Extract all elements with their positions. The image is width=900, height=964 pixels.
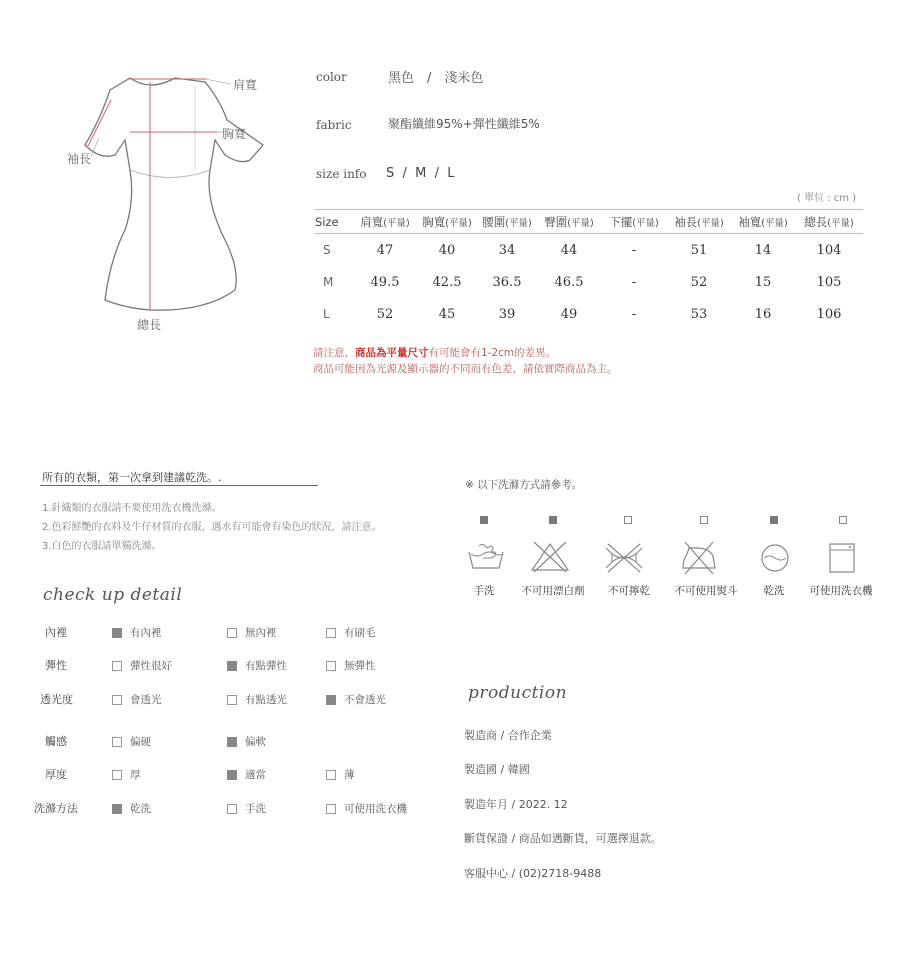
dress-outline-icon <box>55 60 285 340</box>
check-option-label: 有點透光 <box>245 694 287 706</box>
check-option[interactable] <box>112 767 141 782</box>
check-option-label: 無彈性 <box>344 660 376 672</box>
size-table-header-cell <box>667 210 731 234</box>
header-name: 腰圍 <box>482 214 506 229</box>
check-option[interactable] <box>326 801 407 816</box>
fabric-label: fabric <box>316 118 352 132</box>
size-table-cell: - <box>631 274 637 290</box>
size-table-cell: 34 <box>498 242 516 258</box>
fabric-value: 聚酯纖維95%+彈性纖維5% <box>388 117 540 131</box>
size-table-cell: M <box>323 275 334 289</box>
care-label: 不可使用熨斗 <box>674 585 738 597</box>
wash-list <box>42 499 382 556</box>
size-table-wrap <box>315 209 863 330</box>
diagram-length-label: 總長 <box>137 318 162 332</box>
note-suffix: 有可能會有1-2cm的差異。 <box>428 347 557 359</box>
check-option[interactable] <box>227 658 287 673</box>
size-table-row <box>315 234 863 267</box>
header-unit: (平量) <box>383 217 410 229</box>
check-option-label: 不會透光 <box>344 694 386 706</box>
size-table-cell: 52 <box>376 306 394 322</box>
size-table-cell: - <box>631 306 637 322</box>
header-unit: (平量) <box>567 217 594 229</box>
header-unit: (平量) <box>697 217 724 229</box>
size-table-cell: 40 <box>438 242 456 258</box>
size-note-line1 <box>313 345 618 361</box>
check-option[interactable] <box>112 692 162 707</box>
care-indicator <box>480 516 488 524</box>
size-table-cell: 39 <box>498 306 516 322</box>
check-option-label: 偏軟 <box>245 736 266 748</box>
check-row-label: 透光度 <box>40 693 73 706</box>
size-table-cell: 105 <box>816 274 842 290</box>
care-indicator <box>770 516 778 524</box>
production-line: 客服中心 / (02)2718-9488 <box>464 867 602 880</box>
header-name: 胸寬 <box>422 214 446 229</box>
size-table-header-cell <box>417 210 477 234</box>
check-row-label: 彈性 <box>45 659 67 672</box>
size-table-header-cell <box>315 210 353 234</box>
no-wring-icon <box>604 540 644 580</box>
check-option-label: 會透光 <box>130 694 162 706</box>
header-name: 臀圍 <box>544 214 568 229</box>
check-option[interactable] <box>326 692 386 707</box>
production-line: 製造商 / 合作企業 <box>464 729 552 742</box>
wash-item: 2.色彩鮮艷的衣料及牛仔材質的衣服，遇水有可能會有染色的狀況，請注意。 <box>42 522 382 533</box>
production-line: 製造國 / 韓國 <box>464 763 530 776</box>
size-table-header-cell <box>353 210 417 234</box>
header-name: 肩寬 <box>360 214 384 229</box>
header-name: 袖長 <box>674 214 698 229</box>
care-indicator <box>549 516 557 524</box>
unit-note: ( 單位 : cm ) <box>797 193 857 204</box>
size-table-cell: 49 <box>560 306 578 322</box>
machine-wash-icon <box>822 540 862 580</box>
check-option[interactable] <box>227 692 287 707</box>
header-name: 下擺 <box>609 214 633 229</box>
size-table-cell: 42.5 <box>432 274 462 290</box>
care-label: 手洗 <box>473 585 495 597</box>
diagram-sleeve-label: 袖長 <box>67 152 92 166</box>
header-unit: (平量) <box>827 217 854 229</box>
checkbox[interactable] <box>326 661 336 671</box>
size-table-cell: 47 <box>376 242 394 258</box>
size-table-cell: L <box>323 307 330 321</box>
checkbox[interactable] <box>112 695 122 705</box>
size-table-header-cell <box>601 210 667 234</box>
size-table-cell: 52 <box>690 274 708 290</box>
size-table-header-cell <box>731 210 795 234</box>
check-option[interactable] <box>326 767 355 782</box>
check-row-label: 洗滌方法 <box>34 802 78 815</box>
checkbox[interactable] <box>112 737 122 747</box>
size-table-cell: - <box>631 242 637 258</box>
diagram-chest-label: 胸寬 <box>222 127 247 141</box>
hand-wash-icon <box>465 540 505 580</box>
dry-clean-icon <box>755 540 795 580</box>
size-note-line2: 商品可能因為光源及顯示器的不同而有色差，請依實際商品為主。 <box>313 363 618 375</box>
check-option-label: 無內裡 <box>245 627 277 639</box>
size-table-row <box>315 298 863 330</box>
check-option[interactable] <box>326 625 376 640</box>
checkbox[interactable] <box>227 804 237 814</box>
production-line: 製造年月 / 2022. 12 <box>464 798 568 811</box>
size-table-cell: 44 <box>560 242 578 258</box>
header-unit: (平量) <box>505 217 532 229</box>
check-option-label: 乾洗 <box>130 803 151 815</box>
check-option-label: 有內裡 <box>130 627 162 639</box>
check-option-label: 適當 <box>245 769 266 781</box>
check-row-label: 內裡 <box>45 626 67 639</box>
check-option-label: 薄 <box>344 769 355 781</box>
check-option[interactable] <box>227 767 266 782</box>
size-table-cell: 106 <box>816 306 842 322</box>
checkbox[interactable] <box>112 628 122 638</box>
check-row-label: 觸感 <box>45 735 67 748</box>
size-table-header-cell <box>795 210 863 234</box>
wash-item: 3.白色的衣服請單獨洗滌。 <box>42 541 162 552</box>
size-table-cell: 16 <box>754 306 772 322</box>
size-table-row <box>315 266 863 298</box>
size-table-cell: 51 <box>690 242 708 258</box>
size-table-header-cell <box>477 210 537 234</box>
size-table-cell: 49.5 <box>370 274 400 290</box>
color-label: color <box>316 70 347 84</box>
no-bleach-icon <box>530 540 570 580</box>
check-option[interactable] <box>112 625 162 640</box>
checkbox[interactable] <box>112 770 122 780</box>
check-option[interactable] <box>227 625 277 640</box>
sizeinfo-label: size info <box>316 167 367 181</box>
check-option[interactable] <box>227 734 266 749</box>
checkbox[interactable] <box>326 628 336 638</box>
size-table-cell: 46.5 <box>554 274 584 290</box>
check-option-label: 手洗 <box>245 803 266 815</box>
care-indicator <box>624 516 632 524</box>
checkbox[interactable] <box>227 695 237 705</box>
note-prefix: 請注意， <box>313 347 355 359</box>
production-title: production <box>468 683 568 703</box>
size-table-cell: 53 <box>690 306 708 322</box>
size-table-cell: 15 <box>754 274 772 290</box>
size-table-cell: 104 <box>816 242 842 258</box>
size-table-cell: 36.5 <box>492 274 522 290</box>
checkbox[interactable] <box>227 628 237 638</box>
care-label: 可使用洗衣機 <box>809 585 873 597</box>
care-indicator <box>839 516 847 524</box>
check-option[interactable] <box>112 658 172 673</box>
size-table <box>315 209 863 330</box>
check-option-label: 有點彈性 <box>245 660 287 672</box>
care-indicator <box>700 516 708 524</box>
header-unit: (平量) <box>445 217 472 229</box>
header-name: 總長 <box>804 214 828 229</box>
check-option-label: 厚 <box>130 769 141 781</box>
check-row-label: 厚度 <box>45 768 67 781</box>
size-note <box>313 345 618 377</box>
checkbox[interactable] <box>227 661 237 671</box>
production-line: 斷貨保證 / 商品如遇斷貨，可選擇退款。 <box>464 832 662 845</box>
note-emphasis: 商品為平量尺寸 <box>355 347 429 359</box>
size-table-header-cell <box>537 210 601 234</box>
check-option-label: 偏硬 <box>130 736 151 748</box>
header-unit: (平量) <box>632 217 659 229</box>
diagram-shoulder-label: 肩寬 <box>233 78 258 92</box>
check-option-label: 彈性很好 <box>130 660 172 672</box>
care-label: 乾洗 <box>763 585 785 597</box>
check-option[interactable] <box>227 801 266 816</box>
checkbox[interactable] <box>326 695 336 705</box>
wash-divider <box>40 485 318 486</box>
checkbox[interactable] <box>112 804 122 814</box>
care-note: ※ 以下洗滌方式請參考。 <box>465 479 583 491</box>
header-name: 袖寬 <box>738 214 762 229</box>
check-title: check up detail <box>43 585 183 605</box>
size-table-cell: 45 <box>438 306 456 322</box>
wash-item: 1.針織類的衣服請不要使用洗衣機洗滌。 <box>42 503 222 514</box>
color-value: 黑色 / 淺米色 <box>388 71 484 86</box>
dress-diagram <box>55 60 285 340</box>
no-iron-icon <box>679 540 719 580</box>
checkbox[interactable] <box>112 661 122 671</box>
check-option[interactable] <box>112 801 151 816</box>
sizeinfo-value: S / M / L <box>386 166 455 181</box>
header-name: Size <box>315 214 339 229</box>
care-label: 不可擰乾 <box>608 585 650 597</box>
checkbox[interactable] <box>326 804 336 814</box>
wash-title: 所有的衣類，第一次拿到建議乾洗。. <box>42 471 222 484</box>
checkbox[interactable] <box>227 737 237 747</box>
care-label: 不可用漂白劑 <box>521 585 585 597</box>
size-table-cell: S <box>323 243 331 257</box>
check-option[interactable] <box>112 734 151 749</box>
check-option[interactable] <box>326 658 376 673</box>
size-table-header <box>315 210 863 234</box>
size-table-cell: 14 <box>754 242 772 258</box>
check-option-label: 可使用洗衣機 <box>344 803 407 815</box>
checkbox[interactable] <box>326 770 336 780</box>
checkbox[interactable] <box>227 770 237 780</box>
header-unit: (平量) <box>761 217 788 229</box>
check-option-label: 有刷毛 <box>344 627 376 639</box>
